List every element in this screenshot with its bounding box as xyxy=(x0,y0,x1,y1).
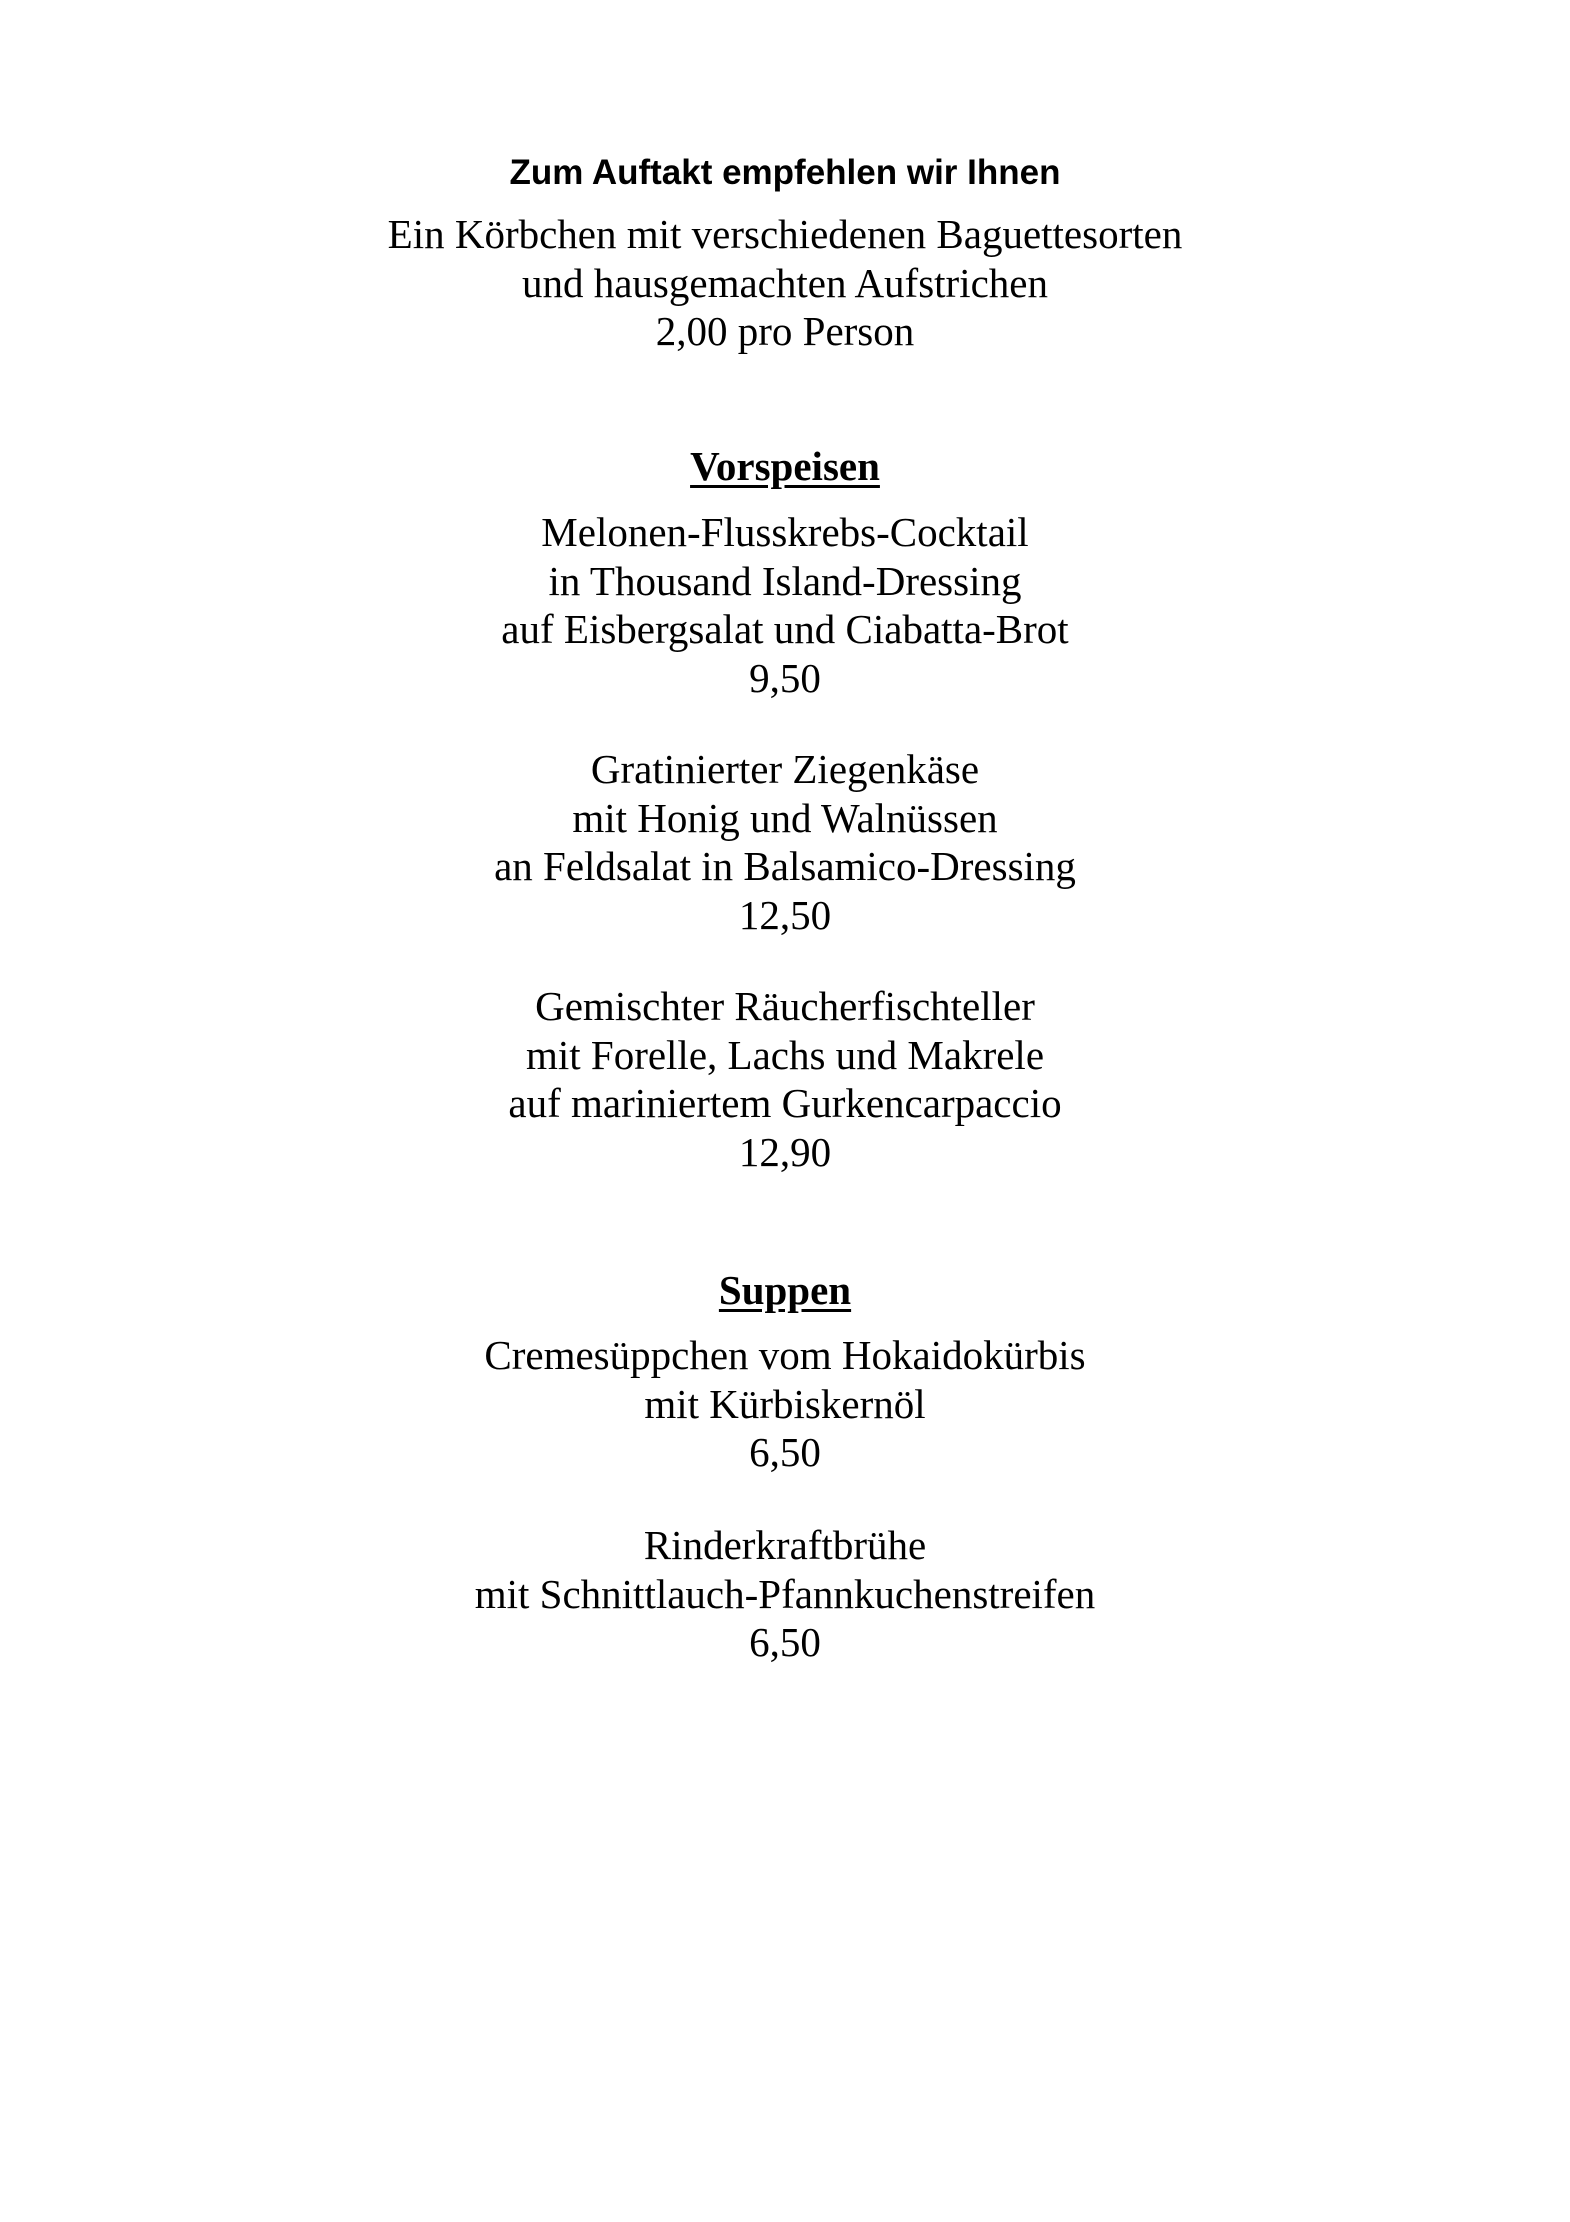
dish-name: Cremesüppchen vom Hokaidokürbis xyxy=(484,1332,1086,1378)
dish-name: Gratinierter Ziegenkäse xyxy=(590,746,980,792)
dish-price: 6,50 xyxy=(749,1619,821,1665)
dish-price: 12,90 xyxy=(738,1128,832,1175)
dish-description: mit Honig und Walnüssen xyxy=(572,794,998,841)
menu-item xyxy=(0,982,1570,1176)
intro-offer xyxy=(0,210,1570,356)
intro-price: 2,00 pro Person xyxy=(655,308,915,354)
menu-item xyxy=(0,1521,1570,1667)
dish-price: 12,50 xyxy=(738,891,832,938)
dish-description: mit Kürbiskernöl xyxy=(644,1380,926,1427)
menu-item xyxy=(0,1331,1570,1477)
intro-line: Ein Körbchen mit verschiedenen Baguettesorten xyxy=(387,211,1183,257)
dish-description: mit Forelle, Lachs und Makrele xyxy=(525,1031,1045,1078)
dish-price: 6,50 xyxy=(749,1429,821,1475)
dish-description: auf mariniertem Gurkencarpaccio xyxy=(508,1080,1062,1126)
dish-description: an Feldsalat in Balsamico-Dressing xyxy=(494,843,1076,889)
dish-name: Rinderkraftbrühe xyxy=(643,1522,927,1568)
dish-name: Gemischter Räucherfischteller xyxy=(535,983,1035,1029)
dish-description: mit Schnittlauch-Pfannkuchenstreifen xyxy=(474,1570,1096,1617)
section-heading-suppen: Suppen xyxy=(718,1267,852,1313)
intro-heading: Zum Auftakt empfehlen wir Ihnen xyxy=(509,153,1061,192)
dish-description: in Thousand Island-Dressing xyxy=(548,557,1022,604)
menu-item xyxy=(0,508,1570,702)
dish-name: Melonen-Flusskrebs-Cocktail xyxy=(541,509,1029,555)
dish-price: 9,50 xyxy=(749,654,821,701)
section-heading-vorspeisen: Vorspeisen xyxy=(690,443,880,489)
dish-description: auf Eisbergsalat und Ciabatta-Brot xyxy=(501,606,1069,652)
menu-item xyxy=(0,745,1570,939)
intro-line: und hausgemachten Aufstrichen xyxy=(521,259,1048,306)
